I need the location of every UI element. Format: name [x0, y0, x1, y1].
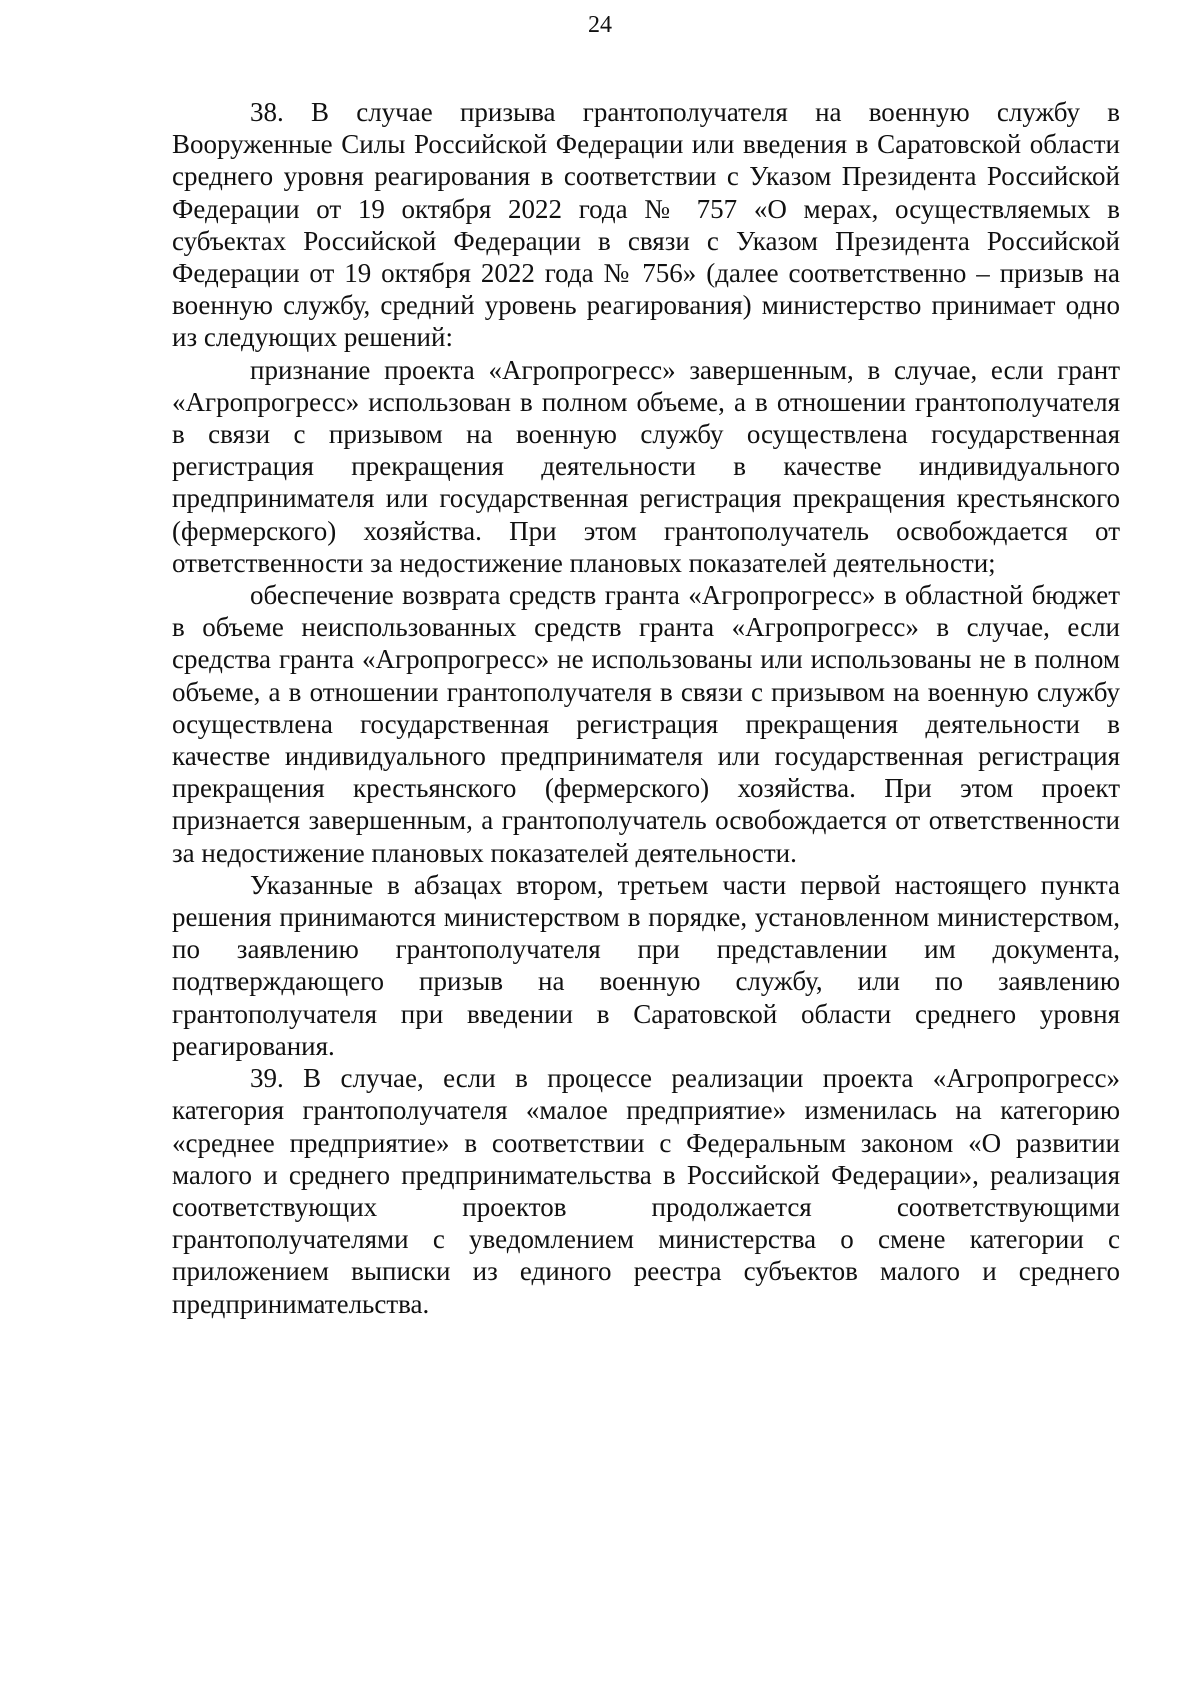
document-body — [172, 96, 1120, 1320]
paragraph-39: 39. В случае, если в процессе реализации проекта «Агропрогресс» категория грантополучателя «малое предприятие» изменилась на категорию «среднее предприятие» в соответствии с Федеральным законом «О развитии малого и среднего предпринимательства в Российской Федерации», реализация соответствующих проектов продолжается соответствующими грантополучателями с уведомлением министерства о смене категории с приложением выписки из единого реестра субъектов малого и среднего предпринимательства. — [172, 1063, 1120, 1319]
page-number: 24 — [588, 12, 612, 38]
paragraph-38: 38. В случае призыва грантополучателя на военную службу в Вооруженные Силы Российской Федерации или введения в Саратовской области среднего уровня реагирования в соответствии с Указом Президента Российской Федерации от 19 октября 2022 года № 757 «О мерах, осуществляемых в субъектах Российской Федерации в связи с Указом Президента Российской Федерации от 19 октября 2022 года № 756» (далее соответственно – призыв на военную службу, средний уровень реагирования) министерство принимает одно из следующих решений: — [172, 97, 1120, 353]
paragraph-decision-procedure: Указанные в абзацах втором, третьем части первой настоящего пункта решения принимаются министерством в порядке, установленном министерством, по заявлению грантополучателя при представлении им документа, подтверждающего призыв на военную службу, или по заявлению грантополучателя при введении в Саратовской области среднего уровня реагирования. — [172, 869, 1120, 1061]
paragraph-decision-completion: признание проекта «Агропрогресс» завершенным, в случае, если грант «Агропрогресс» использован в полном объеме, а в отношении грантополучателя в связи с призывом на военную службу осуществлена государственная регистрация прекращения деятельности в качестве индивидуального предпринимателя или государственная регистрация прекращения крестьянского (фермерского) хозяйства. При этом грантополучатель освобождается от ответственности за недостижение плановых показателей деятельности; — [172, 354, 1120, 578]
paragraph-decision-refund: обеспечение возврата средств гранта «Агропрогресс» в областной бюджет в объеме неиспользованных средств гранта «Агропрогресс» в случае, если средства гранта «Агропрогресс» не использованы или использованы не в полном объеме, а в отношении грантополучателя в связи с призывом на военную службу осуществлена государственная регистрация прекращения деятельности в качестве индивидуального предпринимателя или государственная регистрация прекращения крестьянского (фермерского) хозяйства. При этом проект признается завершенным, а грантополучатель освобождается от ответственности за недостижение плановых показателей деятельности. — [172, 580, 1120, 868]
